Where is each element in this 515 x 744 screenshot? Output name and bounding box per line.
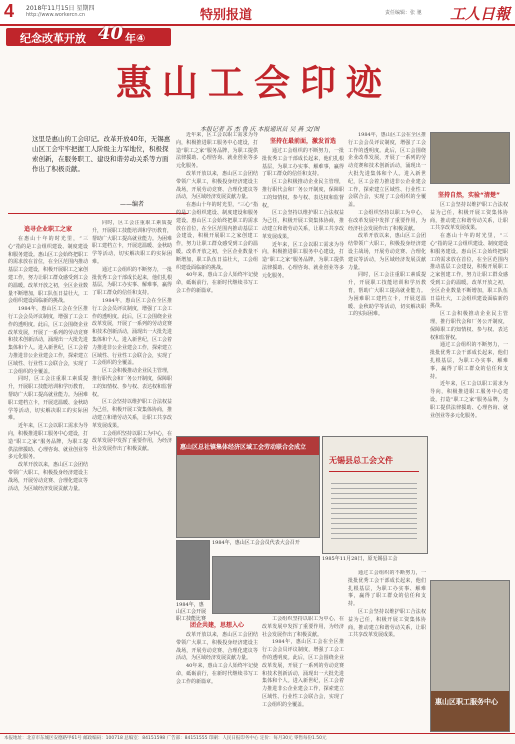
- body-text: 近年来，区工会以职工需求为导向，积极推进职工服务中心建设，打造“职工之家”服务品牌，为职工提供法律援助、心理咨询、就业创业等多元化服务。: [430, 381, 508, 419]
- banner-label: 纪念改革开放: [20, 32, 86, 45]
- photo-caption: 1984年，惠山区工会会员代表大会召开: [212, 540, 300, 546]
- building-sign: 惠山区职工服务中心: [435, 698, 498, 706]
- body-text: 通过工会组织的不断努力，一批批优秀工会干部成长起来，他们扎根基层，为职工办实事、解难事，赢得了职工群众的信任和支持。: [262, 148, 344, 178]
- editor-credits: 责任编辑：张 驰: [385, 10, 422, 16]
- archive-photo-1: [176, 540, 210, 600]
- body-text: 区工会积极推动企业民主管理，推行职代会和厂务公开制度，保障职工的知情权、参与权、表达权和监督权。: [262, 179, 344, 209]
- page-header: [0, 0, 515, 26]
- body-text: 40年来，惠山工会人始终牢记使命，砥砺前行，在新时代继续书写工会工作的新篇章。: [176, 663, 258, 685]
- body-text: 通过工会组织的不断努力，一批批优秀工会干部成长起来，他们扎根基层，为职工办实事、解难事，赢得了职工群众的信任和支持。: [92, 266, 172, 297]
- body-text: 区工会坚持以维护职工合法权益为己任，积极开展工资集体协商，推动建立和谐劳动关系，让职工共享改革发展成果。: [92, 399, 172, 429]
- section-title: 特别报道: [200, 8, 253, 23]
- column-1: [8, 220, 88, 725]
- body-text: 工会组织坚持以职工为中心，在改革发展中发挥了重要作用，为经济社会发展作出了积极贡献。: [92, 430, 172, 453]
- byline: 本报记者 苏 杰 鲁 庆 本报通讯员 吴 燕 文/图: [200, 126, 320, 133]
- body-text: 近年来，区工会以职工需求为导向，积极推进职工服务中心建设，打造“职工之家”服务品牌，为职工提供法律援助、心理咨询、就业创业等多元化服务。: [176, 132, 258, 170]
- body-text: 改革开放以来，惠山区工会团结带领广大职工，积极投身经济建设主战场，开展劳动竞赛、合理化建议等活动，为区域经济发展贡献力量。: [348, 233, 426, 271]
- body-text: 区工会坚持以维护职工合法权益为己任，积极开展工资集体协商，推动建立和谐劳动关系，让职工共享改革发展成果。: [262, 210, 344, 240]
- body-text: 近年来，区工会以职工需求为导向，积极推进职工服务中心建设，打造“职工之家”服务品牌，为职工提供法律援助、心理咨询、就业创业等多元化服务。: [8, 423, 88, 461]
- service-center-photo: [430, 132, 510, 184]
- body-text: 近年来，区工会以职工需求为导向，积极推进职工服务中心建设，打造“职工之家”服务品牌，为职工提供法律援助、心理咨询、就业创业等多元化服务。: [262, 241, 344, 279]
- body-text: 改革开放以来，惠山区工会团结带领广大职工，积极投身经济建设主战场，开展劳动竞赛、合理化建议等活动，为区域经济发展贡献力量。: [176, 632, 258, 662]
- column-5-bottom: [348, 570, 426, 730]
- body-text: 1984年，惠山区工会在全区推行工会会员评议制度，增强了工会工作的透明度。此后，区工会围绕企业改革发展，开展了一系列的劳动竞赛和技术创新活动，涌现出一大批先进集体和个人。进入新世纪，区工会着力推进非公企业建会工作，探索建立区域性、行业性工会联合会，实现了工会组织的全覆盖。: [8, 306, 88, 375]
- column-2: [92, 220, 172, 725]
- body-text: 40年来，惠山工会人始终牢记使命，砥砺前行，在新时代继续书写工会工作的新篇章。: [176, 272, 258, 294]
- column-3-bottom: [176, 616, 258, 730]
- intro-author: ——编者: [120, 201, 145, 208]
- body-text: 在惠山十年的时光里，“三心”指的是工会组织建设、制度建设和服务建设。惠山区工会始终把职工的需求放在首位，在全区范围内推动基层工会建设，积极开展职工之家创建工作，努力让职工群众感受到工会的温暖。改革开放之初，全区企业数量不断增加，职工队伍日益壮大，工会组织建设面临新的挑战。: [176, 202, 258, 271]
- column-4: [262, 132, 344, 432]
- website-url[interactable]: http://www.workercn.cn: [26, 12, 86, 18]
- body-text: 工会组织坚持以职工为中心，在改革发展中发挥了重要作用，为经济社会发展作出了积极贡献。: [348, 209, 426, 232]
- document-photo: [322, 436, 428, 554]
- body-text: 区工会积极推动企业民主管理，推行职代会和厂务公开制度，保障职工的知情权、参与权、表达权和监督权。: [92, 368, 172, 398]
- body-text: 1984年，惠山区工会在全区推行工会会员评议制度，增强了工会工作的透明度。此后，区工会围绕企业改革发展，开展了一系列的劳动竞赛和技术创新活动，涌现出一大批先进集体和个人。进入新世纪，区工会着力推进非公企业建会工作，探索建立区域性、行业性工会联合会，实现了工会组织的全覆盖。: [262, 639, 344, 708]
- body-text: 1984年，惠山区工会在全区推行工会会员评议制度，增强了工会工作的透明度。此后，区工会围绕企业改革发展，开展了一系列的劳动竞赛和技术创新活动，涌现出一大批先进集体和个人。进入新世纪，区工会着力推进非公企业建会工作，探索建立区域性、行业性工会联合会，实现了工会组织的全覆盖。: [348, 132, 426, 209]
- body-text: 区工会坚持以维护职工合法权益为己任，积极开展工资集体协商，推动建立和谐劳动关系，让职工共享改革发展成果。: [348, 608, 426, 639]
- body-text: 同时，区工会注重职工素质提升，开展职工技能培训和学历教育，帮助广大职工提高就业能力。为困难职工建档立卡，开展送温暖、金秋助学等活动，切实解决职工的实际困难。: [8, 376, 88, 422]
- body-text: 通过工会组织的不断努力，一批批优秀工会干部成长起来，他们扎根基层，为职工办实事、解难事，赢得了职工群众的信任和支持。: [430, 342, 508, 380]
- body-text: 在惠山十年的时光里，“三心”指的是工会组织建设、制度建设和服务建设。惠山区工会始终把职工的需求放在首位，在全区范围内推动基层工会建设，积极开展职工之家创建工作，努力让职工群众感受到工会的温暖。改革开放之初，全区企业数量不断增加，职工队伍日益壮大，工会组织建设面临新的挑战。: [430, 233, 508, 310]
- page-number: 4: [4, 1, 15, 21]
- section-heading: 坚持在最前面，激发首选: [269, 138, 336, 145]
- column-3: [176, 132, 258, 432]
- section-heading: 坚持自然，实验“清楚”: [438, 192, 500, 199]
- body-text: 区工会坚持以维护职工合法权益为己任，积极开展工资集体协商，推动建立和谐劳动关系，让职工共享改革发展成果。: [430, 202, 508, 232]
- service-center-building-photo: [430, 580, 510, 732]
- issue-date: 2018年11月15日 星期四: [26, 5, 95, 12]
- newspaper-masthead: 工人日報: [450, 5, 511, 23]
- body-text: 改革开放以来，惠山区工会团结带领广大职工，积极投身经济建设主战场，开展劳动竞赛、合理化建议等活动，为区域经济发展贡献力量。: [8, 462, 88, 492]
- section-heading: 团企共建，思想入心: [189, 622, 244, 629]
- body-text: 在惠山十年的时光里，“三心”指的是工会组织建设、制度建设和服务建设。惠山区工会始终把职工的需求放在首位，在全区范围内推动基层工会建设，积极开展职工之家创建工作，努力让职工群众感受到工会的温暖。改革开放之初，全区企业数量不断增加，职工队伍日益壮大，工会组织建设面临新的挑战。: [8, 236, 88, 305]
- anniversary-number: 40: [98, 23, 124, 44]
- ceremony-caption: 惠山区总社镇集体经济区域工会劳动联合会成立: [180, 444, 307, 451]
- column-5: [348, 132, 426, 432]
- column-6: [430, 186, 508, 576]
- body-text: 同时，区工会注重职工素质提升，开展职工技能培训和学历教育，帮助广大职工提高就业能力。为困难职工建档立卡，开展送温暖、金秋助学等活动，切实解决职工的实际困难。: [92, 220, 172, 265]
- body-text: 工会组织坚持以职工为中心，在改革发展中发挥了重要作用，为经济社会发展作出了积极贡献。: [262, 616, 344, 638]
- archive-photo-2: [212, 556, 320, 614]
- photo-caption: 1985年11月28日，原无锡县工会: [322, 556, 398, 562]
- body-text: 区工会积极推动企业民主管理，推行职代会和厂务公开制度，保障职工的知情权、参与权、表达权和监督权。: [430, 311, 508, 341]
- body-text: 改革开放以来，惠山区工会团结带领广大职工，积极投身经济建设主战场，开展劳动竞赛、合理化建议等活动，为区域经济发展贡献力量。: [176, 170, 258, 201]
- document-title: 无锡县总工会文件: [329, 455, 393, 465]
- photo-caption: 1984年，惠山区工会开展职工技能比赛: [176, 602, 207, 622]
- article-title: 惠山工会印迹: [115, 62, 392, 104]
- page-footer: 本报地址：北京市东城区安德路甲61号 邮政编码：100718 总编室：84151598 广告部：84151555 印刷：人民日报印务中心 定价：每月30元 零售每份1.50元: [0, 733, 515, 744]
- ceremony-photo: [176, 436, 320, 538]
- series-banner: [6, 28, 171, 46]
- banner-suffix: 年④: [125, 32, 146, 45]
- body-text: 通过工会组织的不断努力，一批批优秀工会干部成长起来，他们扎根基层，为职工办实事、解难事，赢得了职工群众的信任和支持。: [348, 570, 426, 608]
- editor-intro: 这里是惠山的工会印记。改革开放40年，无锡惠山区工会牢牢把握工人阶级主力军地位，积极探索创新，在服务职工、建设和谐劳动关系等方面作出了积极贡献。: [32, 135, 171, 173]
- body-text: 1984年，惠山区工会在全区推行工会会员评议制度，增强了工会工作的透明度。此后，区工会围绕企业改革发展，开展了一系列的劳动竞赛和技术创新活动，涌现出一大批先进集体和个人。进入新世纪，区工会着力推进非公企业建会工作，探索建立区域性、行业性工会联合会，实现了工会组织的全覆盖。: [92, 297, 172, 367]
- intro-divider: [8, 213, 188, 214]
- column-4-bottom: [262, 616, 344, 730]
- body-text: 同时，区工会注重职工素质提升，开展职工技能培训和学历教育，帮助广大职工提高就业能力。为困难职工建档立卡，开展送温暖、金秋助学等活动，切实解决职工的实际困难。: [348, 272, 426, 318]
- section-heading: 追寻企业职工之家: [23, 226, 72, 233]
